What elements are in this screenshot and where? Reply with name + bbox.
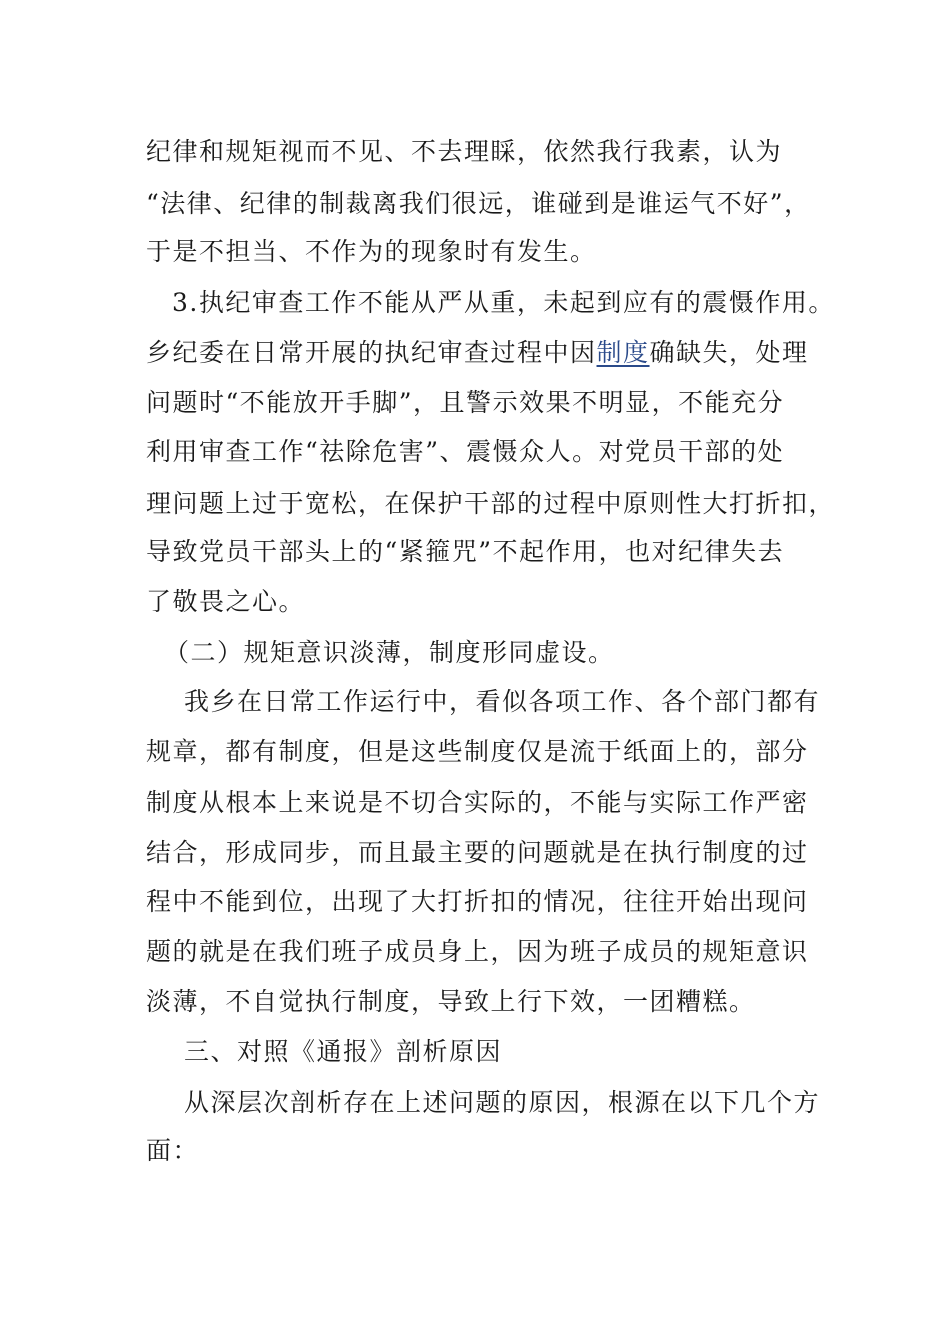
text-line-5 [146,338,809,368]
paragraph-start: 从深层次剖析存在上述问题的原因，根源在以下几个方 [184,1088,821,1117]
text-line-8: 理问题上过于宽松，在保护干部的过程中原则性大打折扣， [146,489,836,518]
text-line-2: “法律、纪律的制裁离我们很远，谁碰到是谁运气不好”， [146,189,811,218]
text-segment: 确缺失，处理 [649,338,809,367]
text-line-14: 制度从根本上来说是不切合实际的，不能与实际工作严密 [146,788,809,817]
text-line-9: 导致党员干部头上的“紧箍咒”不起作用，也对纪律失去 [146,537,785,566]
text-line-6: 问题时“不能放开手脚”，且警示效果不明显，不能充分 [146,388,785,417]
text-line-16: 程中不能到位，出现了大打折扣的情况，往往开始出现问 [146,887,809,916]
text-line-18: 淡薄，不自觉执行制度，导致上行下效，一团糟糕。 [146,987,756,1016]
paragraph-start: 我乡在日常工作运行中，看似各项工作、各个部门都有 [184,687,821,716]
text-line-3: 于是不担当、不作为的现象时有发生。 [146,237,597,266]
text-line-17: 题的就是在我们班子成员身上，因为班子成员的规矩意识 [146,937,809,966]
text-line-15: 结合，形成同步，而且最主要的问题就是在执行制度的过 [146,838,809,867]
text-line-7: 利用审查工作“祛除危害”、震慑众人。对党员干部的处 [146,437,785,466]
text-segment: 乡纪委在日常开展的执纪审查过程中因 [146,338,597,367]
text-line-13: 规章，都有制度，但是这些制度仅是流于纸面上的，部分 [146,737,809,766]
text-line-10: 了敬畏之心。 [146,587,306,616]
text-line-1: 纪律和规矩视而不见、不去理睬，依然我行我素，认为 [146,137,783,166]
system-link[interactable]: 制度 [596,338,650,367]
numbered-item-3: 3.执纪审查工作不能从严从重，未起到应有的震慑作用。 [172,288,835,317]
section-heading-2: （二）规矩意识淡薄，制度形同虚设。 [164,638,615,667]
section-heading-3: 三、对照《通报》剖析原因 [184,1037,503,1066]
text-line-21: 面： [146,1136,200,1165]
